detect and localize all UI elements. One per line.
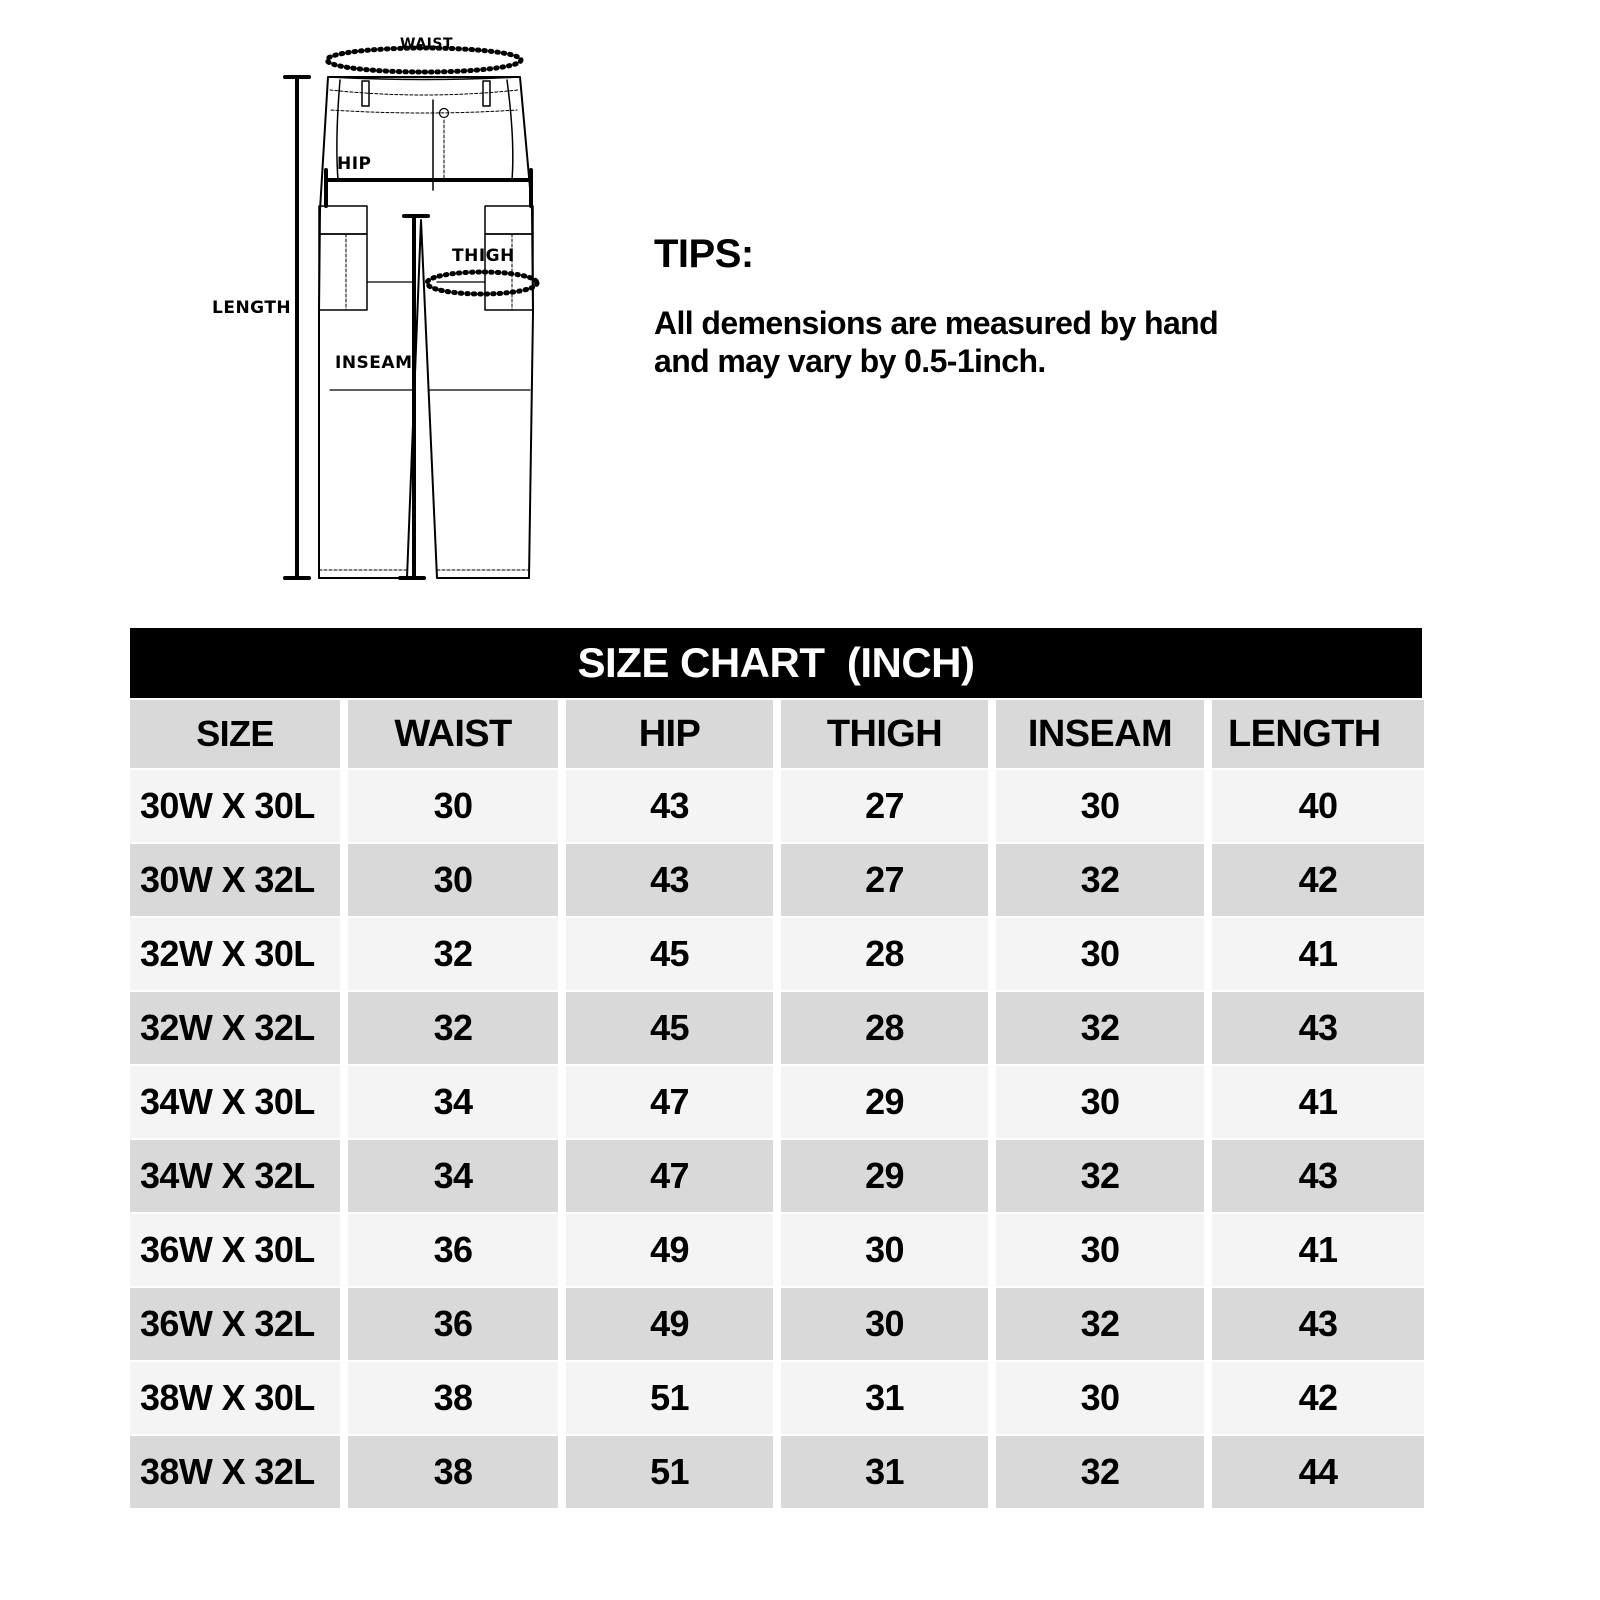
cell-length: 41 <box>1212 1214 1424 1286</box>
cell-thigh: 28 <box>781 918 988 990</box>
cell-thigh: 31 <box>781 1362 988 1434</box>
cell-waist: 38 <box>348 1362 558 1434</box>
cell-thigh: 27 <box>781 844 988 916</box>
cell-hip: 51 <box>566 1436 773 1508</box>
cell-inseam: 30 <box>996 770 1204 842</box>
cell-hip: 45 <box>566 992 773 1064</box>
cell-length: 44 <box>1212 1436 1424 1508</box>
cell-thigh: 31 <box>781 1436 988 1508</box>
cell-length: 43 <box>1212 1140 1424 1212</box>
cell-size: 34W X 32L <box>130 1140 340 1212</box>
cell-length: 43 <box>1212 1288 1424 1360</box>
cell-size: 30W X 32L <box>130 844 340 916</box>
cell-hip: 51 <box>566 1362 773 1434</box>
cell-waist: 30 <box>348 844 558 916</box>
cell-thigh: 29 <box>781 1140 988 1212</box>
cell-thigh: 30 <box>781 1288 988 1360</box>
table-row <box>130 1362 1422 1434</box>
cell-thigh: 27 <box>781 770 988 842</box>
cell-hip: 49 <box>566 1214 773 1286</box>
column-header-inseam: INSEAM <box>996 700 1204 768</box>
table-row <box>130 1436 1422 1508</box>
table-row <box>130 1140 1422 1212</box>
table-row <box>130 918 1422 990</box>
length-label: LENGTH <box>212 298 292 318</box>
cell-hip: 43 <box>566 844 773 916</box>
column-header-length: LENGTH <box>1212 700 1424 768</box>
cell-waist: 38 <box>348 1436 558 1508</box>
hip-label: HIP <box>337 154 372 174</box>
tips-title: TIPS: <box>654 232 754 276</box>
cell-size: 30W X 30L <box>130 770 340 842</box>
cell-hip: 45 <box>566 918 773 990</box>
cell-hip: 47 <box>566 1066 773 1138</box>
column-header-hip: HIP <box>566 700 773 768</box>
cell-inseam: 30 <box>996 1362 1204 1434</box>
cell-thigh: 30 <box>781 1214 988 1286</box>
cell-inseam: 32 <box>996 992 1204 1064</box>
cell-inseam: 30 <box>996 918 1204 990</box>
cell-hip: 43 <box>566 770 773 842</box>
table-row <box>130 1066 1422 1138</box>
cell-inseam: 30 <box>996 1066 1204 1138</box>
cell-length: 41 <box>1212 918 1424 990</box>
table-row <box>130 992 1422 1064</box>
cell-size: 32W X 32L <box>130 992 340 1064</box>
tips-line-2: and may vary by 0.5-1inch. <box>654 343 1046 379</box>
inseam-label: INSEAM <box>335 353 413 373</box>
table-row <box>130 844 1422 916</box>
cell-inseam: 32 <box>996 1288 1204 1360</box>
cell-waist: 36 <box>348 1214 558 1286</box>
column-header-thigh: THIGH <box>781 700 988 768</box>
cell-length: 42 <box>1212 1362 1424 1434</box>
cell-inseam: 30 <box>996 1214 1204 1286</box>
cell-length: 42 <box>1212 844 1424 916</box>
cell-waist: 34 <box>348 1066 558 1138</box>
cell-thigh: 28 <box>781 992 988 1064</box>
table-row <box>130 770 1422 842</box>
cell-waist: 34 <box>348 1140 558 1212</box>
tips-section <box>654 234 1354 380</box>
tips-line-1: All demensions are measured by hand <box>654 305 1219 341</box>
cell-waist: 32 <box>348 918 558 990</box>
cell-size: 34W X 30L <box>130 1066 340 1138</box>
cell-size: 38W X 30L <box>130 1362 340 1434</box>
cell-size: 38W X 32L <box>130 1436 340 1508</box>
cell-hip: 47 <box>566 1140 773 1212</box>
cell-length: 40 <box>1212 770 1424 842</box>
table-header-row <box>130 700 1422 768</box>
cell-waist: 32 <box>348 992 558 1064</box>
cell-thigh: 29 <box>781 1066 988 1138</box>
size-chart-title: SIZE CHART (INCH) <box>130 628 1422 698</box>
cell-waist: 36 <box>348 1288 558 1360</box>
cell-inseam: 32 <box>996 844 1204 916</box>
waist-label: WAIST <box>400 36 453 52</box>
cell-length: 43 <box>1212 992 1424 1064</box>
cell-size: 36W X 30L <box>130 1214 340 1286</box>
cell-length: 41 <box>1212 1066 1424 1138</box>
cell-inseam: 32 <box>996 1140 1204 1212</box>
cell-size: 32W X 30L <box>130 918 340 990</box>
pants-measurement-diagram <box>200 20 560 600</box>
cell-inseam: 32 <box>996 1436 1204 1508</box>
column-header-waist: WAIST <box>348 700 558 768</box>
cell-size: 36W X 32L <box>130 1288 340 1360</box>
size-chart-table <box>130 628 1422 1508</box>
cell-waist: 30 <box>348 770 558 842</box>
table-row <box>130 1288 1422 1360</box>
table-row <box>130 1214 1422 1286</box>
cell-hip: 49 <box>566 1288 773 1360</box>
column-header-size: SIZE <box>130 700 340 768</box>
thigh-label: THIGH <box>452 246 515 266</box>
tips-body <box>654 304 1354 380</box>
